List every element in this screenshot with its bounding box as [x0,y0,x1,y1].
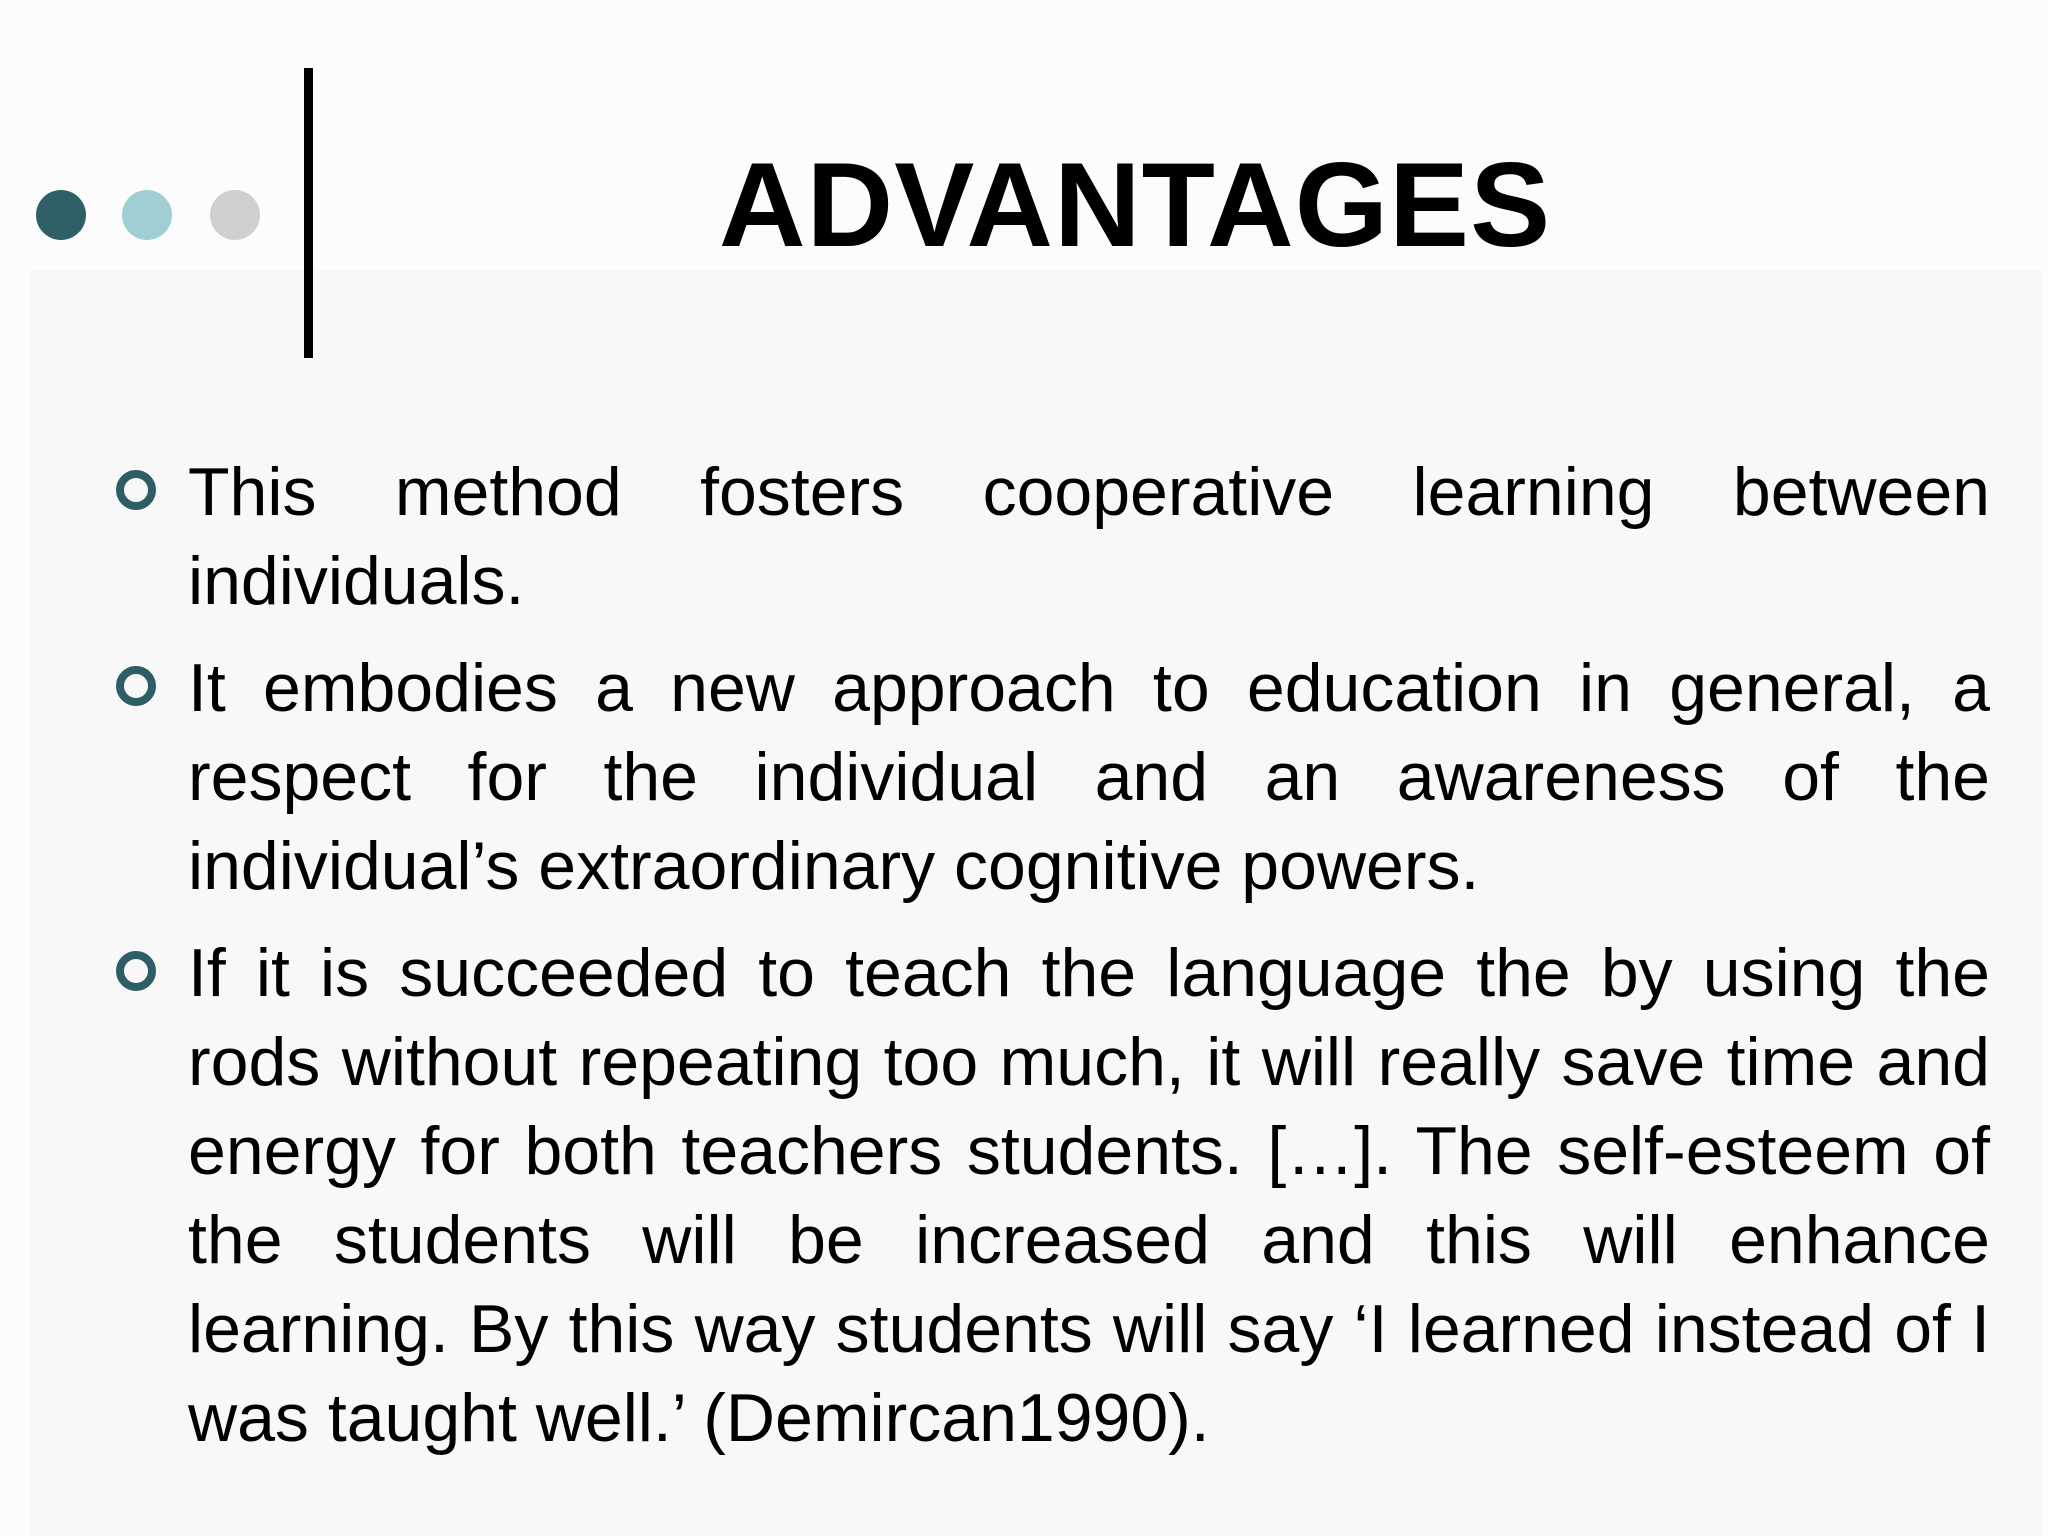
hollow-circle-bullet-icon [116,666,156,706]
bullet-text: If it is succeeded to teach the language the by using the rods without repeating too much, it will really save time and energy for both teachers students. […]. The self-esteem of the students will be increased and this will enhance learning. By this way students will say ‘I learned instead of I was taught well.’ (Demircan1990). [188,935,1990,1456]
bullet-text: It embodies a new approach to education in general, a respect for the individual and an awareness of the individual’s extraordinary cognitive powers. [188,650,1990,904]
bullet-text: This method fosters cooperative learning between individuals. [188,454,1990,619]
title-divider-line [304,68,313,358]
hollow-circle-bullet-icon [116,470,156,510]
bullet-item [110,448,1990,626]
decorative-dot-dark-teal [36,190,86,240]
bullet-item [110,644,1990,911]
bullet-list [110,448,1990,1481]
slide-title: ADVANTAGES [718,138,1552,272]
decorative-dot-gray [210,190,260,240]
decorative-dot-light-teal [122,190,172,240]
bullet-item [110,929,1990,1463]
hollow-circle-bullet-icon [116,951,156,991]
